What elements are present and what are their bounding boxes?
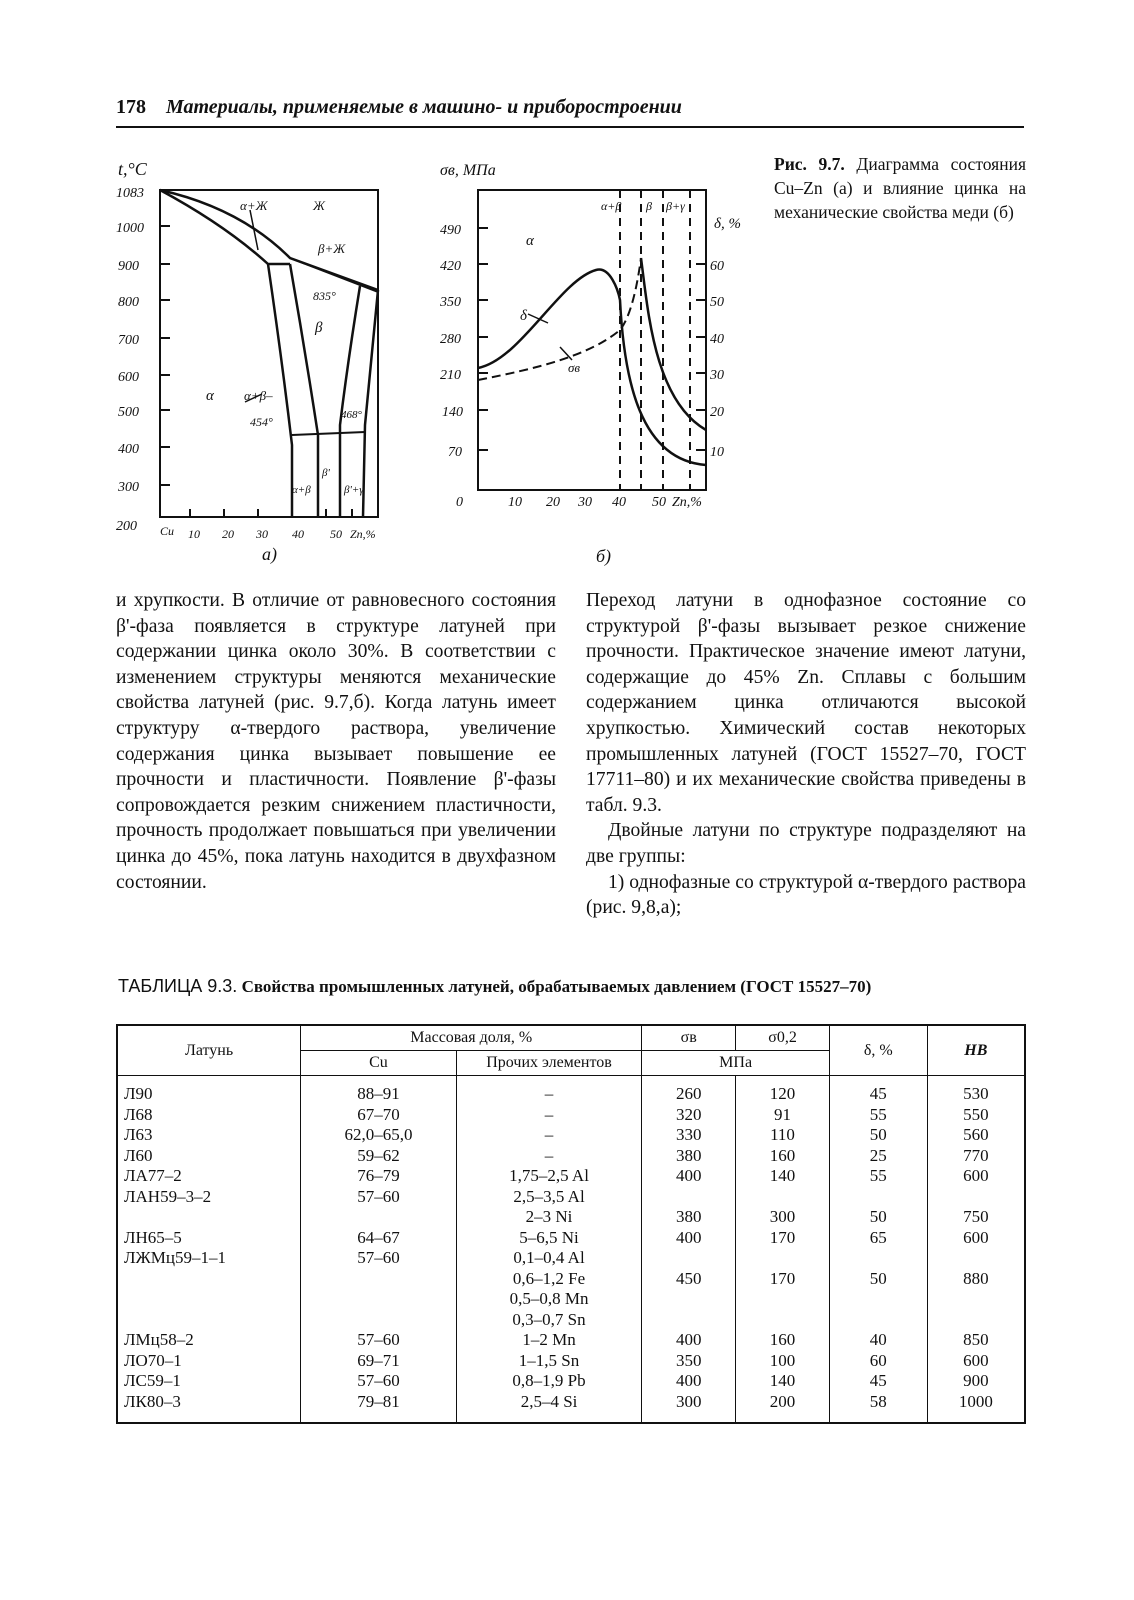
y-tick: 700	[118, 333, 139, 348]
text-column-right	[586, 588, 1026, 921]
table-cell-d: 60	[829, 1351, 927, 1372]
y-tick: 600	[118, 370, 139, 385]
table-row	[117, 1392, 1025, 1424]
table-cell-sb: 400	[642, 1330, 736, 1351]
table-cell-s02: 200	[736, 1392, 830, 1424]
table-cell-sb: 260	[642, 1076, 736, 1105]
paragraph: Двойные латуни по структуре подразделяют на две группы:	[586, 820, 1026, 867]
table-cell-alloy: ЛО70–1	[117, 1351, 301, 1372]
table-cell-hb	[927, 1248, 1025, 1269]
table-row	[117, 1371, 1025, 1392]
x-tick: 40	[612, 495, 626, 510]
table-cell-cu	[301, 1289, 457, 1310]
y-tick: 400	[118, 442, 139, 457]
table-cell-cu: 57–60	[301, 1248, 457, 1269]
header-hb: HB	[927, 1025, 1025, 1076]
header-mass-fraction: Массовая доля, %	[301, 1025, 642, 1051]
table-cell-alloy: Л60	[117, 1146, 301, 1167]
table-cell-alloy: ЛА77–2	[117, 1166, 301, 1187]
table-cell-s02: 300	[736, 1207, 830, 1228]
table-cell-hb	[927, 1310, 1025, 1331]
table-cell-hb: 750	[927, 1207, 1025, 1228]
y-tick-right: 50	[710, 295, 724, 310]
table-cell-alloy	[117, 1269, 301, 1290]
table-cell-sb: 450	[642, 1269, 736, 1290]
table-cell-cu: 88–91	[301, 1076, 457, 1105]
table-cell-d: 25	[829, 1146, 927, 1167]
table-cell-d: 50	[829, 1269, 927, 1290]
table-cell-alloy: ЛН65–5	[117, 1228, 301, 1249]
y-tick: 200	[116, 519, 137, 534]
table-cell-cu: 59–62	[301, 1146, 457, 1167]
y-tick: 350	[440, 295, 461, 310]
x-tick: 20	[546, 495, 560, 510]
table-cell-alloy: Л68	[117, 1105, 301, 1126]
table-cell-other: 1,75–2,5 Al	[456, 1166, 642, 1187]
header-sigma-02: σ0,2	[736, 1025, 830, 1051]
table-cell-d	[829, 1289, 927, 1310]
table-cell-s02	[736, 1248, 830, 1269]
table-cell-alloy: Л63	[117, 1125, 301, 1146]
table-cell-d: 40	[829, 1330, 927, 1351]
table-row	[117, 1125, 1025, 1146]
diagram-b-ylabel-right: δ, %	[714, 216, 741, 232]
diagram-a-labels	[116, 159, 376, 565]
table-row	[117, 1248, 1025, 1269]
x-tick: 30	[256, 527, 268, 541]
curve-label-delta: δ	[520, 308, 527, 324]
x-tick: Cu	[160, 524, 175, 538]
y-tick: 900	[118, 259, 139, 274]
paragraph: 1) однофазные со структурой α-твердого раствора (рис. 9,8,а);	[586, 871, 1026, 919]
header-sigma-b: σв	[642, 1025, 736, 1051]
header-cu: Cu	[301, 1051, 457, 1076]
table-cell-cu: 67–70	[301, 1105, 457, 1126]
table-cell-cu: 57–60	[301, 1330, 457, 1351]
table-cell-sb	[642, 1187, 736, 1208]
table-cell-s02: 160	[736, 1146, 830, 1167]
region-label: α	[526, 233, 534, 249]
x-tick: 50	[330, 527, 342, 541]
region-label: β+Ж	[318, 241, 346, 256]
table-cell-sb: 400	[642, 1371, 736, 1392]
table-cell-other: –	[456, 1125, 642, 1146]
diagram-a	[160, 190, 378, 517]
table-cell-sb	[642, 1289, 736, 1310]
table-cell-other: –	[456, 1105, 642, 1126]
table-cell-other: 1–2 Mn	[456, 1330, 642, 1351]
diagram-b	[478, 190, 706, 490]
table-cell-alloy	[117, 1207, 301, 1228]
y-tick: 1000	[116, 221, 144, 236]
table-cell-s02	[736, 1310, 830, 1331]
table-cell-other: 0,5–0,8 Mn	[456, 1289, 642, 1310]
table-cell-d	[829, 1248, 927, 1269]
region-label: α+Ж	[240, 198, 268, 213]
region-label: 454°	[250, 415, 273, 429]
table-cell-cu: 62,0–65,0	[301, 1125, 457, 1146]
y-tick: 800	[118, 295, 139, 310]
table-cell-d: 58	[829, 1392, 927, 1424]
table-cell-s02	[736, 1289, 830, 1310]
header-other: Прочих элементов	[456, 1051, 642, 1076]
table-cell-s02: 110	[736, 1125, 830, 1146]
region-label: α+β	[292, 484, 311, 496]
table-row	[117, 1289, 1025, 1310]
table-row	[117, 1187, 1025, 1208]
header-mpa: МПа	[642, 1051, 830, 1076]
page-header	[116, 94, 1024, 128]
table-cell-other: 5–6,5 Ni	[456, 1228, 642, 1249]
table-cell-hb	[927, 1289, 1025, 1310]
y-tick-right: 10	[710, 445, 724, 460]
y-tick: 70	[448, 445, 462, 460]
sublabel-a: а)	[262, 544, 277, 564]
region-label: β'	[322, 467, 330, 479]
region-label: α+β	[601, 199, 622, 213]
table-cell-hb: 600	[927, 1166, 1025, 1187]
y-tick: 140	[442, 405, 463, 420]
table-cell-cu: 64–67	[301, 1228, 457, 1249]
table-cell-other: 2,5–4 Si	[456, 1392, 642, 1424]
table-cell-sb: 300	[642, 1392, 736, 1424]
table-cell-d	[829, 1187, 927, 1208]
y-tick: 210	[440, 368, 461, 383]
table-row	[117, 1310, 1025, 1331]
table-row	[117, 1105, 1025, 1126]
curve-label-sigma: σв	[568, 360, 581, 375]
y-tick: 300	[118, 480, 139, 495]
table-cell-hb: 880	[927, 1269, 1025, 1290]
paragraph: и хрупкости. В отличие от равновесного состояния β'-фаза появляется в структуре латуней при содержании цинка около 30%. В соответствии с изменением структуры меняются механические свойства латуней (рис. 9.7,б). Когда латунь имеет структуру α-твердого раствора, увеличение содержания цинка вызывает повышение ее прочности и пластичности. Появление β'-фазы сопровождается резким снижением пластичности, прочность продолжает повышаться при увеличении цинка до 45%, пока латунь находится в двухфазном состоянии.	[116, 590, 556, 893]
table-cell-hb: 560	[927, 1125, 1025, 1146]
y-tick-right: 30	[710, 368, 724, 383]
page-number: 178	[116, 96, 146, 118]
figure-caption	[774, 152, 1026, 224]
table-row	[117, 1228, 1025, 1249]
x-tick: 10	[188, 527, 200, 541]
table-cell-s02: 91	[736, 1105, 830, 1126]
y-tick-right: 20	[710, 405, 724, 420]
table-cell-sb	[642, 1310, 736, 1331]
table-cell-alloy: Л90	[117, 1076, 301, 1105]
table-cell-sb	[642, 1248, 736, 1269]
table-cell-hb: 530	[927, 1076, 1025, 1105]
table-cell-other: 1–1,5 Sn	[456, 1351, 642, 1372]
region-label: α+β–	[244, 388, 273, 403]
table-row	[117, 1330, 1025, 1351]
table-cell-sb: 380	[642, 1207, 736, 1228]
table-caption: Свойства промышленных латуней, обрабатываемых давлением (ГОСТ 15527–70)	[241, 977, 872, 996]
region-label: β	[315, 320, 323, 336]
x-tick: 20	[222, 527, 234, 541]
region-label: α	[206, 388, 214, 404]
table-cell-cu	[301, 1310, 457, 1331]
table-cell-d: 45	[829, 1076, 927, 1105]
table-cell-other: 2,5–3,5 Al	[456, 1187, 642, 1208]
region-label: β'+γ	[344, 484, 364, 496]
table-cell-other: 0,8–1,9 Pb	[456, 1371, 642, 1392]
table-cell-s02: 170	[736, 1228, 830, 1249]
caption-text: Диаграмма состояния Cu–Zn (а) и влияние цинка на механические свойства меди (б)	[774, 154, 1026, 222]
table-cell-other: 0,6–1,2 Fe	[456, 1269, 642, 1290]
table-cell-hb: 850	[927, 1330, 1025, 1351]
table-cell-cu: 79–81	[301, 1392, 457, 1424]
table-cell-sb: 400	[642, 1166, 736, 1187]
y-tick: 0	[456, 495, 463, 510]
table-cell-cu: 57–60	[301, 1371, 457, 1392]
table-cell-alloy: ЛС59–1	[117, 1371, 301, 1392]
y-tick-right: 40	[710, 332, 724, 347]
table-cell-s02: 160	[736, 1330, 830, 1351]
table-cell-hb: 550	[927, 1105, 1025, 1126]
table-cell-cu	[301, 1207, 457, 1228]
table-row	[117, 1207, 1025, 1228]
y-tick: 1083	[116, 186, 144, 201]
y-tick: 280	[440, 332, 461, 347]
table-cell-d: 55	[829, 1166, 927, 1187]
x-tick: Zn,%	[350, 527, 376, 541]
diagram-b-labels	[439, 162, 741, 567]
table-cell-other: –	[456, 1076, 642, 1105]
table-row	[117, 1166, 1025, 1187]
table-cell-sb: 330	[642, 1125, 736, 1146]
table-cell-s02: 100	[736, 1351, 830, 1372]
header-delta: δ, %	[829, 1025, 927, 1076]
table-cell-hb: 900	[927, 1371, 1025, 1392]
diagram-a-ylabel: t,°C	[118, 159, 147, 179]
x-tick: 50	[652, 495, 666, 510]
text-column-left	[116, 588, 556, 895]
running-title: Материалы, применяемые в машино- и приборостроении	[166, 96, 682, 118]
region-label: Ж	[313, 198, 325, 213]
sublabel-b: б)	[596, 546, 612, 566]
diagram-b-ylabel-left: σв, МПа	[440, 162, 496, 179]
region-label: β+γ	[666, 199, 685, 213]
x-tick: Zn,%	[672, 495, 702, 510]
table-body	[117, 1076, 1025, 1424]
y-tick: 420	[440, 259, 461, 274]
paragraph: Переход латуни в однофазное состояние со структурой β'-фазы вызывает резкое снижение прочности. Практическое значение имеют латуни, содержащие до 45% Zn. Сплавы с большим содержанием цинка отличаются высокой хрупкостью. Химический состав некоторых промышленных латуней (ГОСТ 15527–70, ГОСТ 17711–80) и их механические свойства приведены в табл. 9.3.	[586, 590, 1026, 816]
table-cell-d: 50	[829, 1207, 927, 1228]
table-cell-s02: 170	[736, 1269, 830, 1290]
table-cell-hb: 1000	[927, 1392, 1025, 1424]
table-row	[117, 1269, 1025, 1290]
table-cell-cu	[301, 1269, 457, 1290]
table-cell-sb: 400	[642, 1228, 736, 1249]
table-cell-sb: 350	[642, 1351, 736, 1372]
table-cell-alloy: ЛК80–3	[117, 1392, 301, 1424]
x-tick: 30	[578, 495, 592, 510]
table-cell-cu: 57–60	[301, 1187, 457, 1208]
table-cell-alloy: ЛАН59–3–2	[117, 1187, 301, 1208]
table-cell-s02: 140	[736, 1371, 830, 1392]
y-tick: 490	[440, 223, 461, 238]
table-cell-d: 45	[829, 1371, 927, 1392]
table-cell-d	[829, 1310, 927, 1331]
table-cell-other: 0,3–0,7 Sn	[456, 1310, 642, 1331]
header-alloy: Латунь	[117, 1025, 301, 1076]
table-cell-s02: 140	[736, 1166, 830, 1187]
table-cell-alloy: ЛМц58–2	[117, 1330, 301, 1351]
table-cell-other: –	[456, 1146, 642, 1167]
table-cell-alloy: ЛЖМц59–1–1	[117, 1248, 301, 1269]
table-row	[117, 1076, 1025, 1105]
y-tick: 500	[118, 405, 139, 420]
region-label: 468°	[341, 409, 362, 421]
alloys-table	[116, 1024, 1026, 1424]
table-cell-other: 0,1–0,4 Al	[456, 1248, 642, 1269]
table-cell-cu: 69–71	[301, 1351, 457, 1372]
table-cell-alloy	[117, 1289, 301, 1310]
table-cell-sb: 380	[642, 1146, 736, 1167]
table-cell-cu: 76–79	[301, 1166, 457, 1187]
caption-lead: Рис. 9.7.	[774, 154, 845, 174]
table-cell-d: 50	[829, 1125, 927, 1146]
table-label: ТАБЛИЦА 9.3.	[118, 976, 238, 996]
region-label: β	[646, 199, 652, 213]
table-cell-other: 2–3 Ni	[456, 1207, 642, 1228]
x-tick: 10	[508, 495, 522, 510]
x-tick: 40	[292, 527, 304, 541]
table-cell-hb	[927, 1187, 1025, 1208]
table-cell-hb: 770	[927, 1146, 1025, 1167]
table-cell-d: 65	[829, 1228, 927, 1249]
table-cell-alloy	[117, 1310, 301, 1331]
table-row	[117, 1146, 1025, 1167]
table-cell-d: 55	[829, 1105, 927, 1126]
region-label: 835°	[313, 289, 336, 303]
table-cell-hb: 600	[927, 1228, 1025, 1249]
table-cell-sb: 320	[642, 1105, 736, 1126]
table-cell-s02	[736, 1187, 830, 1208]
y-tick-right: 60	[710, 259, 724, 274]
table-cell-s02: 120	[736, 1076, 830, 1105]
table-cell-hb: 600	[927, 1351, 1025, 1372]
table-row	[117, 1351, 1025, 1372]
table-title	[118, 975, 1024, 998]
